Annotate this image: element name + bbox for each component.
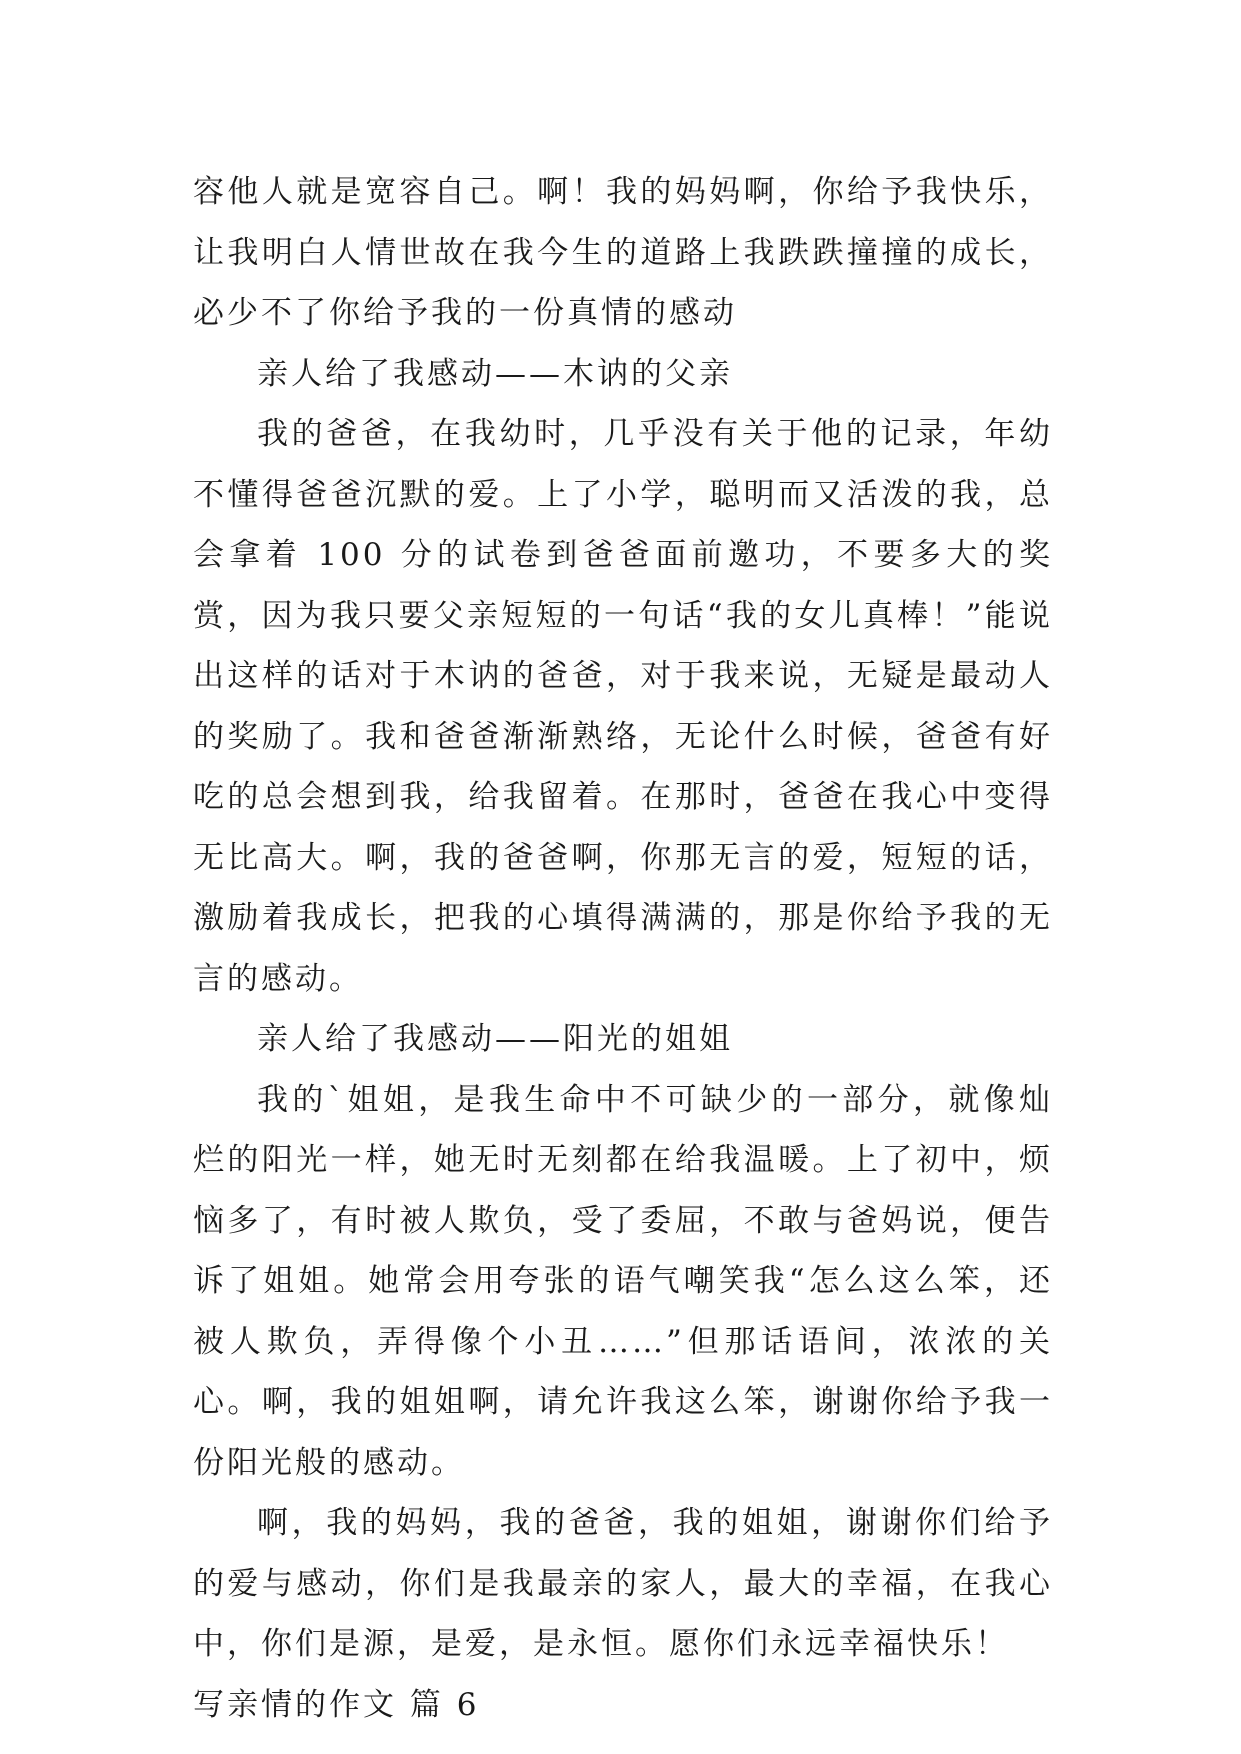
paragraph-father: 我的爸爸，在我幼时，几乎没有关于他的记录，年幼不懂得爸爸沉默的爱。上了小学，聪明而又活泼的我，总会拿着 100 分的试卷到爸爸面前邀功，不要多大的奖赏，因为我只要父亲短短的一句话“我的女儿真棒！”能说出这样的话对于木讷的爸爸，对于我来说，无疑是最动人的奖励了。我和爸爸渐渐熟络，无论什么时候，爸爸有好吃的总会想到我，给我留着。在那时，爸爸在我心中变得无比高大。啊，我的爸爸啊，你那无言的爱，短短的话，激励着我成长，把我的心填得满满的，那是你给予我的无言的感动。 <box>193 416 1053 997</box>
paragraph-closing: 啊，我的妈妈，我的爸爸，我的姐姐，谢谢你们给予的爱与感动，你们是我最亲的家人，最大的幸福，在我心中，你们是源，是爱，是永恒。愿你们永远幸福快乐！ <box>193 1505 1053 1662</box>
section-title: 写亲情的作文 篇 6 <box>193 1686 480 1723</box>
heading-sister: 亲人给了我感动——阳光的姐姐 <box>257 1021 733 1057</box>
heading-father: 亲人给了我感动——木讷的父亲 <box>257 355 733 392</box>
document-body <box>193 162 1053 1735</box>
paragraph-sister: 我的`姐姐，是我生命中不可缺少的一部分，就像灿烂的阳光一样，她无时无刻都在给我温暖。上了初中，烦恼多了，有时被人欺负，受了委屈，不敢与爸妈说，便告诉了姐姐。她常会用夸张的语气嘲笑我“怎么这么笨，还被人欺负，弄得像个小丑……”但那话语间，浓浓的关心。啊，我的姐姐啊，请允许我这么笨，谢谢你给予我一份阳光般的感动。 <box>193 1081 1053 1481</box>
intro-paragraph: 容他人就是宽容自己。啊！我的妈妈啊，你给予我快乐，让我明白人情世故在我今生的道路上我跌跌撞撞的成长，必少不了你给予我的一份真情的感动 <box>193 174 1053 331</box>
